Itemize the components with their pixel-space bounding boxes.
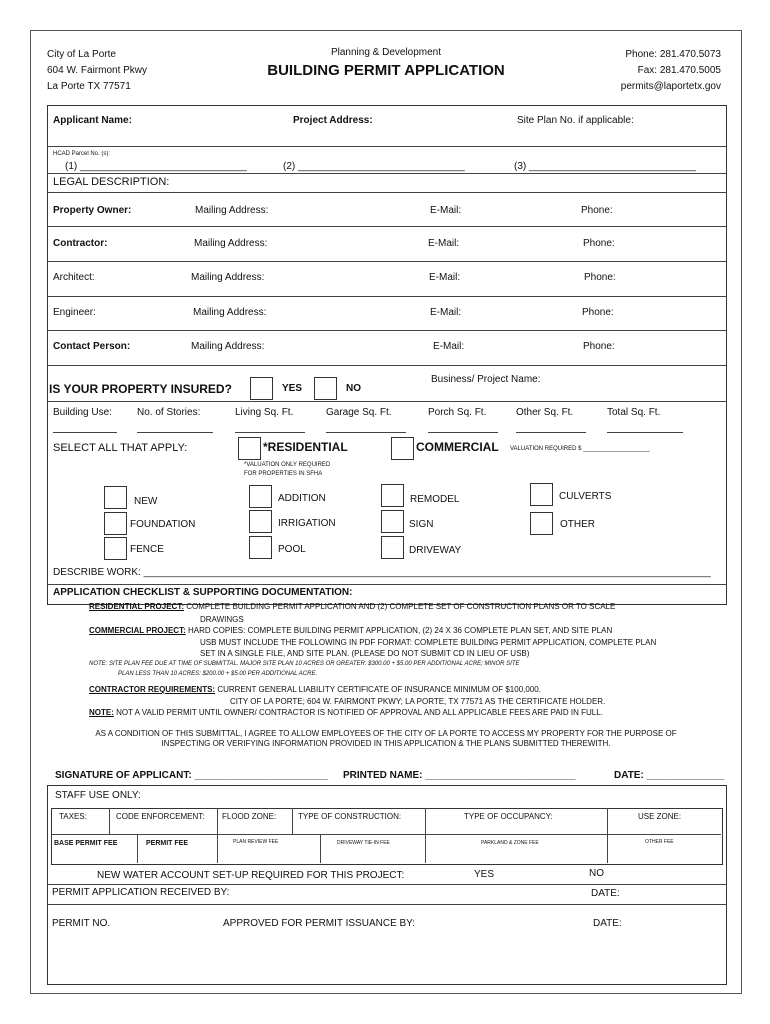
driveway-fee-label: DRIVEWAY TIE-IN FEE xyxy=(337,840,390,846)
commercial-project-text-3: SET IN A SINGLE FILE, AND SITE PLAN. (PLEASE DO NOT SUBMIT CD IN LIEU OF USB) xyxy=(200,649,530,658)
use-zone-label: USE ZONE: xyxy=(638,812,682,821)
commercial-checklist xyxy=(89,626,612,635)
water-no-option[interactable]: NO xyxy=(589,868,604,879)
fence-label: FENCE xyxy=(130,544,164,555)
architect-email-label: E-Mail: xyxy=(429,272,461,283)
permit-note xyxy=(89,708,603,717)
plan-review-fee-label: PLAN REVIEW FEE xyxy=(233,839,279,845)
site-plan-fee-note-1: NOTE: SITE PLAN FEE DUE AT TIME OF SUBMITTAL. MAJOR SITE PLAN 10 ACRES OR GREATER: $300.00 + $5.00 PER ADDITIONAL ACRE; MINOR SITE xyxy=(89,661,520,667)
permit-number-label: PERMIT NO. xyxy=(52,918,111,929)
commercial-project-text-2: USB MUST INCLUDE THE FOLLOWING IN PDF FORMAT: COMPLETE BUILDING PERMIT APPLICATION, COMPLETE PLAN xyxy=(200,638,657,647)
stories-label: No. of Stories: xyxy=(137,407,201,418)
commercial-checkbox[interactable] xyxy=(391,437,414,460)
code-enforcement-label: CODE ENFORCEMENT: xyxy=(116,812,205,821)
contact-info xyxy=(621,47,721,95)
commercial-label: COMMERCIAL xyxy=(416,440,499,454)
residential-project-text: COMPLETE BUILDING PERMIT APPLICATION AND (2) COMPLETE SET OF CONSTRUCTION PLANS OR TO SCALE xyxy=(186,602,616,611)
commercial-project-text: HARD COPIES: COMPLETE BUILDING PERMIT APPLICATION, (2) 24 X 36 COMPLETE PLAN SET, AND SITE PLAN xyxy=(187,626,613,635)
pool-label: POOL xyxy=(278,544,306,555)
engineer-mailing-label: Mailing Address: xyxy=(193,307,267,318)
condition-text-2: INSPECTING OR VERIFYING INFORMATION PROVIDED IN THIS APPLICATION & THE PLANS SUBMITTED THEREWITH. xyxy=(161,739,611,748)
other-sqft-label: Other Sq. Ft. xyxy=(516,407,574,418)
owner-email-label: E-Mail: xyxy=(430,205,462,216)
construction-type-label: TYPE OF CONSTRUCTION: xyxy=(298,812,402,821)
engineer-phone-label: Phone: xyxy=(582,307,614,318)
residential-project-text-2: DRAWINGS xyxy=(200,615,244,624)
city-name: City of La Porte xyxy=(47,49,116,60)
valuation-note-line-1: *VALUATION ONLY REQUIRED xyxy=(244,462,331,468)
porch-sqft-label: Porch Sq. Ft. xyxy=(428,407,487,418)
remodel-checkbox[interactable] xyxy=(381,484,404,507)
contractor-email-label: E-Mail: xyxy=(428,238,460,249)
applicant-name-label: Applicant Name: xyxy=(53,115,132,126)
living-sqft-label: Living Sq. Ft. xyxy=(235,407,294,418)
contractor-phone-label: Phone: xyxy=(583,238,615,249)
project-address-label: Project Address: xyxy=(293,115,373,126)
residential-project-label: RESIDENTIAL PROJECT: xyxy=(89,602,184,611)
site-plan-fee-note-2: PLAN LESS THAN 10 ACRES: $200.00 + $5.00 PER ADDITIONAL ACRE. xyxy=(118,671,318,677)
building-use-label: Building Use: xyxy=(53,407,112,418)
architect-label: Architect: xyxy=(53,272,95,283)
staff-use-label: STAFF USE ONLY: xyxy=(55,790,141,801)
approved-date-label: DATE: xyxy=(593,918,622,929)
note-label: NOTE: xyxy=(89,708,114,717)
irrigation-checkbox[interactable] xyxy=(249,510,272,533)
contractor-requirements-text: CURRENT GENERAL LIABILITY CERTIFICATE OF INSURANCE MINIMUM OF $100,000. xyxy=(217,685,541,694)
parkland-fee-label: PARKLAND & ZONE FEE xyxy=(481,840,539,846)
irrigation-label: IRRIGATION xyxy=(278,518,336,529)
permit-fee-label: PERMIT FEE xyxy=(146,840,189,847)
culverts-label: CULVERTS xyxy=(559,491,612,502)
hcad-parcel-3[interactable]: (3) ______________________________ xyxy=(514,161,696,172)
valuation-required[interactable]: VALUATION REQUIRED $ ____________________ xyxy=(510,446,650,452)
owner-mailing-label: Mailing Address: xyxy=(195,205,269,216)
architect-phone-label: Phone: xyxy=(584,272,616,283)
checklist-title: APPLICATION CHECKLIST & SUPPORTING DOCUMENTATION: xyxy=(53,587,353,598)
page-title: BUILDING PERMIT APPLICATION xyxy=(267,62,505,79)
residential-label: *RESIDENTIAL xyxy=(263,440,348,454)
valuation-note xyxy=(244,461,330,479)
phone: Phone: 281.470.5073 xyxy=(625,49,721,60)
note-text: NOT A VALID PERMIT UNTIL OWNER/ CONTRACTOR IS NOTIFIED OF APPROVAL AND ALL APPLICABLE FEES ARE PAID IN FULL. xyxy=(116,708,603,717)
city-street: 604 W. Fairmont Pkwy xyxy=(47,65,148,76)
valuation-note-line-2: FOR PROPERTIES IN SFHA xyxy=(244,471,323,477)
legal-description-label: LEGAL DESCRIPTION: xyxy=(53,176,170,188)
business-name-label: Business/ Project Name: xyxy=(431,374,541,385)
insured-question: IS YOUR PROPERTY INSURED? xyxy=(49,382,232,396)
permit-form xyxy=(30,30,742,994)
printed-name-field[interactable]: PRINTED NAME: ___________________________ xyxy=(343,770,576,781)
hcad-parcel-1[interactable]: (1) ______________________________ xyxy=(65,161,247,172)
insured-no-checkbox[interactable] xyxy=(314,377,337,400)
occupancy-type-label: TYPE OF OCCUPANCY: xyxy=(464,812,553,821)
water-account-label: NEW WATER ACCOUNT SET-UP REQUIRED FOR THIS PROJECT: xyxy=(97,870,405,881)
approved-by-label: APPROVED FOR PERMIT ISSUANCE BY: xyxy=(223,918,416,929)
foundation-checkbox[interactable] xyxy=(104,512,127,535)
received-by-label: PERMIT APPLICATION RECEIVED BY: xyxy=(52,887,230,898)
email: permits@laportetx.gov xyxy=(620,81,721,92)
pool-checkbox[interactable] xyxy=(249,536,272,559)
hcad-label: HCAD Parcel No. (s): xyxy=(53,151,111,157)
remodel-label: REMODEL xyxy=(410,494,460,505)
foundation-label: FOUNDATION xyxy=(130,519,196,530)
contact-mailing-label: Mailing Address: xyxy=(191,341,265,352)
contact-email-label: E-Mail: xyxy=(433,341,465,352)
total-sqft-label: Total Sq. Ft. xyxy=(607,407,661,418)
select-all-label: SELECT ALL THAT APPLY: xyxy=(53,442,188,454)
sign-checkbox[interactable] xyxy=(381,510,404,533)
flood-zone-label: FLOOD ZONE: xyxy=(222,812,277,821)
insured-yes-label: YES xyxy=(282,383,303,394)
driveway-checkbox[interactable] xyxy=(381,536,404,559)
contractor-requirements xyxy=(89,685,541,694)
commercial-project-label: COMMERCIAL PROJECT: xyxy=(89,626,186,635)
taxes-label: TAXES: xyxy=(59,812,87,821)
addition-label: ADDITION xyxy=(278,493,326,504)
contractor-mailing-label: Mailing Address: xyxy=(194,238,268,249)
department: Planning & Development xyxy=(330,47,442,58)
garage-sqft-label: Garage Sq. Ft. xyxy=(326,407,392,418)
owner-phone-label: Phone: xyxy=(581,205,613,216)
water-yes-option[interactable]: YES xyxy=(474,869,495,880)
residential-checklist xyxy=(89,602,615,611)
sign-label: SIGN xyxy=(409,519,434,530)
engineer-email-label: E-Mail: xyxy=(430,307,462,318)
condition-text-1: AS A CONDITION OF THIS SUBMITTAL, I AGREE TO ALLOW EMPLOYEES OF THE CITY OF LA PORTE TO ACCESS MY PROPERTY FOR THE PURPOSE OF xyxy=(95,729,677,738)
residential-checkbox[interactable] xyxy=(238,437,261,460)
other-label: OTHER xyxy=(560,519,595,530)
contractor-requirements-text-2: CITY OF LA PORTE; 604 W. FAIRMONT PKWY; LA PORTE, TX 77571 AS THE CERTIFICATE HOLDER. xyxy=(230,697,606,706)
other-fee-label: OTHER FEE xyxy=(645,839,674,845)
fence-checkbox[interactable] xyxy=(104,537,127,560)
site-plan-label: Site Plan No. if applicable: xyxy=(517,115,634,126)
city-state: La Porte TX 77571 xyxy=(47,81,131,92)
contact-phone-label: Phone: xyxy=(583,341,615,352)
engineer-label: Engineer: xyxy=(53,307,96,318)
describe-work-field[interactable]: DESCRIBE WORK: ______________________________________________________________________________________________________ xyxy=(53,567,711,578)
hcad-parcel-2[interactable]: (2) ______________________________ xyxy=(283,161,465,172)
driveway-label: DRIVEWAY xyxy=(409,545,462,556)
owner-label: Property Owner: xyxy=(53,205,132,216)
culverts-checkbox[interactable] xyxy=(530,483,553,506)
received-date-label: DATE: xyxy=(591,888,620,899)
contractor-label: Contractor: xyxy=(53,238,108,249)
contact-person-label: Contact Person: xyxy=(53,341,131,352)
new-label: NEW xyxy=(134,496,158,507)
new-checkbox[interactable] xyxy=(104,486,127,509)
architect-mailing-label: Mailing Address: xyxy=(191,272,265,283)
other-checkbox[interactable] xyxy=(530,512,553,535)
contractor-requirements-label: CONTRACTOR REQUIREMENTS: xyxy=(89,685,216,694)
applicant-signature-field[interactable]: SIGNATURE OF APPLICANT: ________________________ xyxy=(55,770,328,781)
signature-date-field[interactable]: DATE: ______________ xyxy=(614,770,725,781)
insured-yes-checkbox[interactable] xyxy=(250,377,273,400)
fax: Fax: 281.470.5005 xyxy=(637,65,721,76)
insured-no-label: NO xyxy=(346,383,361,394)
addition-checkbox[interactable] xyxy=(249,485,272,508)
base-permit-fee-label: BASE PERMIT FEE xyxy=(54,840,118,847)
